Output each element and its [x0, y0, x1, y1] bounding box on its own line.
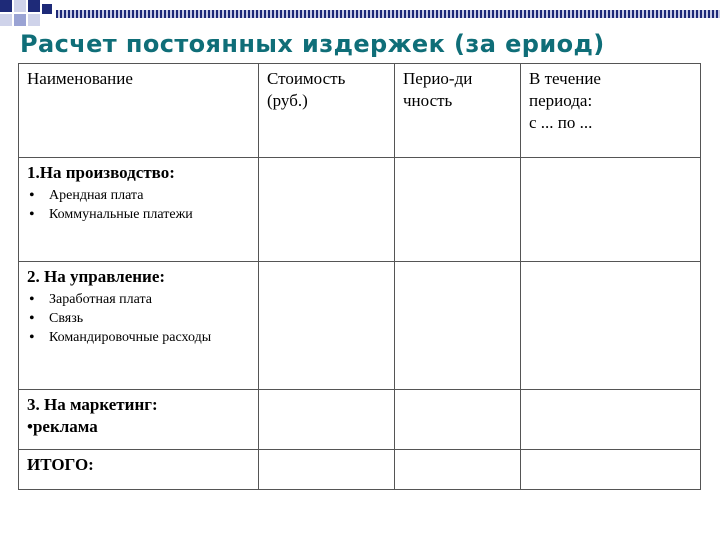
row-label-cell: [19, 262, 259, 390]
costs-table: [18, 63, 701, 490]
header-line: (руб.): [267, 91, 308, 110]
header-line: Перио-ди: [403, 69, 473, 88]
table-cell: [259, 390, 395, 450]
total-label: ИТОГО:: [27, 455, 94, 474]
table-cell: [259, 450, 395, 490]
table-row: [19, 390, 701, 450]
list-item: • Командировочные расходы: [27, 328, 252, 347]
header-line: В течение: [529, 69, 601, 88]
row-label-cell: [19, 450, 259, 490]
page-title: Расчет постоянных издержек (за ериод): [20, 30, 605, 58]
decorative-top-rule: [56, 10, 720, 18]
row-items: [27, 186, 252, 224]
list-item: • Коммунальные платежи: [27, 205, 252, 224]
list-item: • Арендная плата: [27, 186, 252, 205]
table-cell: [395, 158, 521, 262]
table-cell: [521, 390, 701, 450]
row-subitem: •реклама: [27, 417, 98, 436]
table-row: [19, 262, 701, 390]
row-heading: 3. На маркетинг:: [27, 395, 158, 414]
row-heading: 2. На управление:: [27, 267, 166, 286]
header-line: чность: [403, 91, 453, 110]
header-cell-cost: [259, 64, 395, 158]
table-cell: [521, 158, 701, 262]
row-label-cell: [19, 390, 259, 450]
table-cell: [521, 450, 701, 490]
row-items: [27, 290, 252, 347]
header-line: периода:: [529, 91, 593, 110]
row-heading: 1.На производство:: [27, 163, 175, 182]
header-cell-name: [19, 64, 259, 158]
table-cell: [259, 262, 395, 390]
decorative-checker: [0, 0, 56, 28]
header-cell-period: [521, 64, 701, 158]
header-line: с ... по ...: [529, 113, 593, 132]
table-cell: [395, 262, 521, 390]
table-cell: [395, 450, 521, 490]
list-item: • Связь: [27, 309, 252, 328]
row-label-cell: [19, 158, 259, 262]
table-header-row: [19, 64, 701, 158]
table-cell: [259, 158, 395, 262]
table-cell: [395, 390, 521, 450]
list-item: • Заработная плата: [27, 290, 252, 309]
table-row-total: [19, 450, 701, 490]
header-cell-periodicity: [395, 64, 521, 158]
header-line: Наименование: [27, 69, 133, 88]
header-line: Стоимость: [267, 69, 346, 88]
table-cell: [521, 262, 701, 390]
table-row: [19, 158, 701, 262]
